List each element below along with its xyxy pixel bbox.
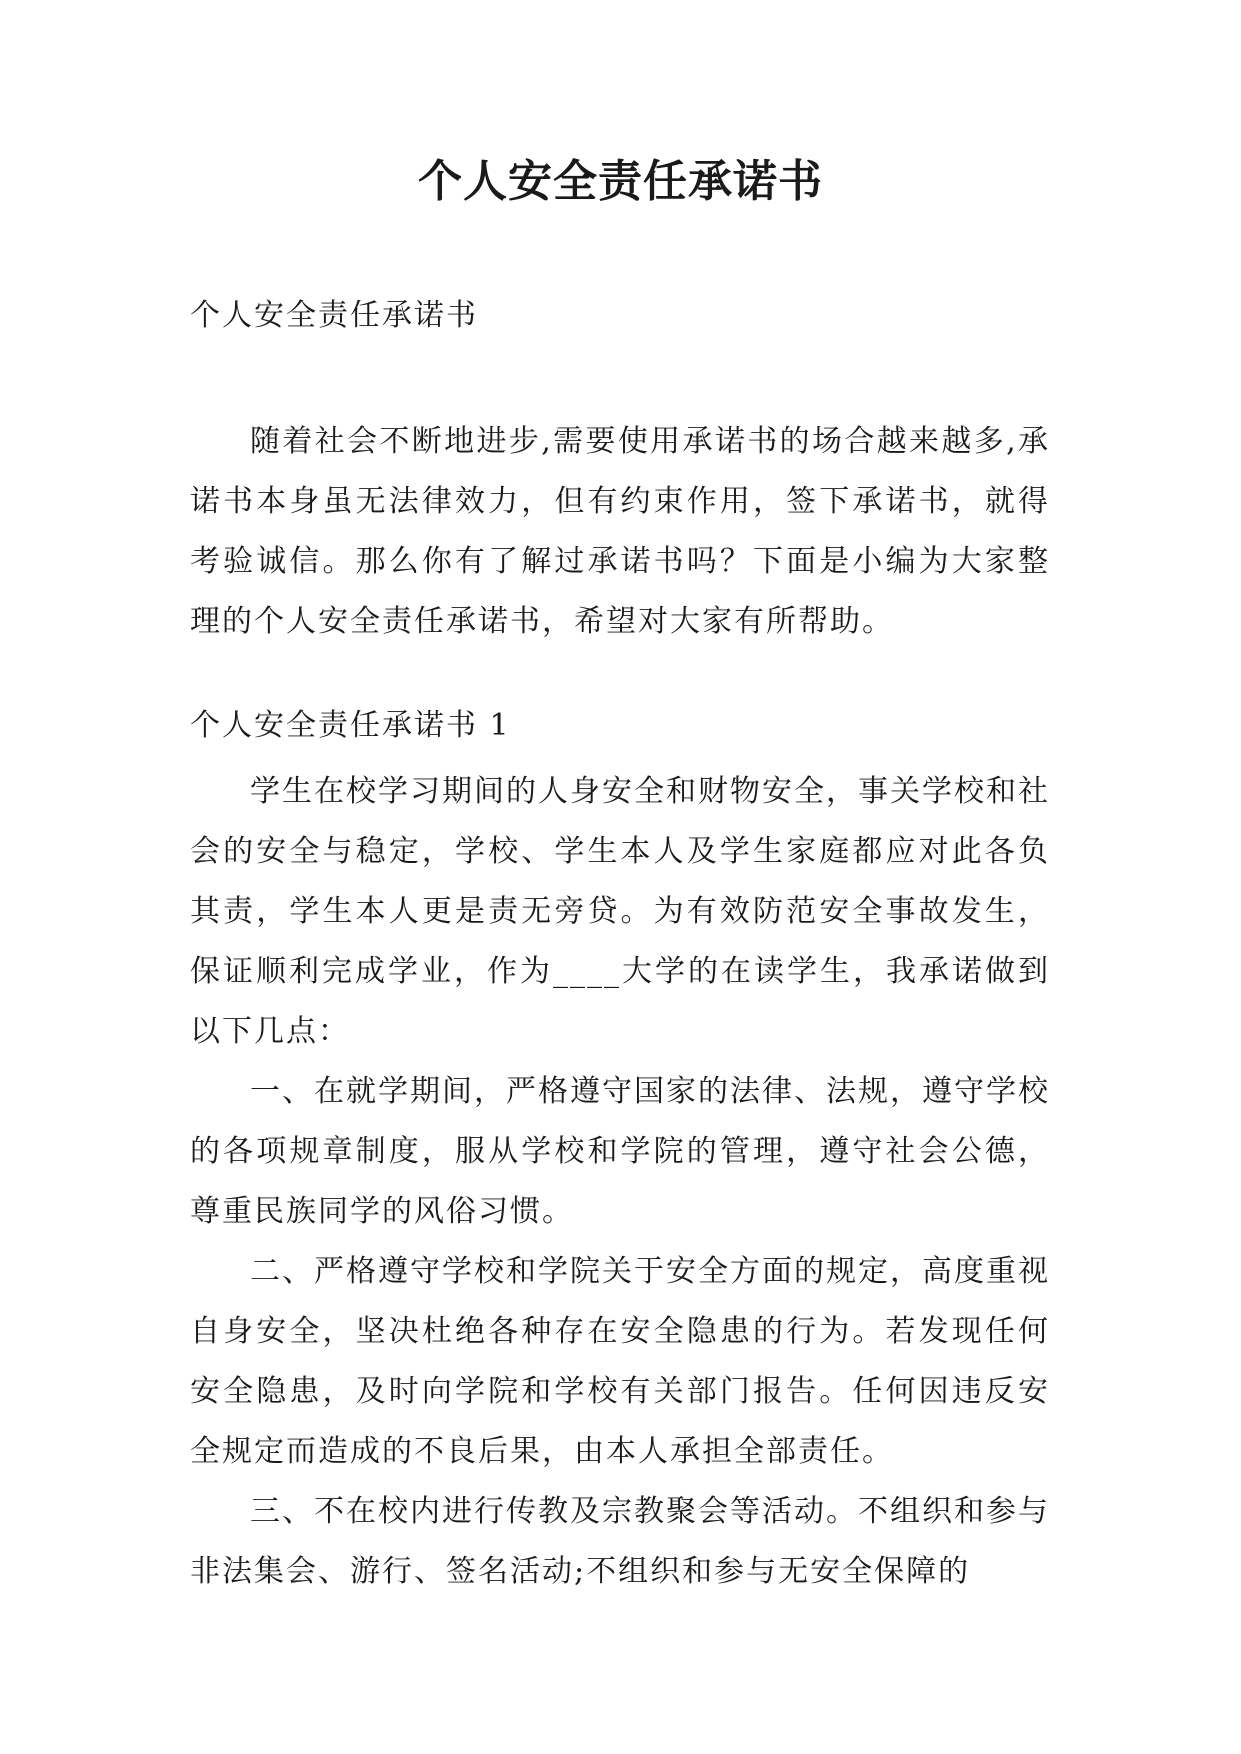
clause-paragraph-2: 二、严格遵守学校和学院关于安全方面的规定，高度重视自身安全，坚决杜绝各种存在安全隐患的行为。若发现任何安全隐患，及时向学院和学校有关部门报告。任何因违反安全规定而造成的不良后果，由本人承担全部责任。 (190, 1254, 1050, 1469)
section-body (190, 762, 1050, 1602)
clause-paragraph-3: 三、不在校内进行传教及宗教聚会等活动。不组织和参与非法集会、游行、签名活动;不组织和参与无安全保障的 (190, 1494, 1050, 1589)
section-1 (190, 706, 1050, 1602)
clause-paragraph-1: 一、在就学期间，严格遵守国家的法律、法规，遵守学校的各项规章制度，服从学校和学院的管理，遵守社会公德，尊重民族同学的风俗习惯。 (190, 1074, 1050, 1229)
intro-paragraph: 随着社会不断地进步,需要使用承诺书的场合越来越多,承诺书本身虽无法律效力，但有约束作用，签下承诺书，就得考验诚信。那么你有了解过承诺书吗？下面是小编为大家整理的个人安全责任承诺书，希望对大家有所帮助。 (190, 424, 1050, 639)
section-heading: 个人安全责任承诺书 1 (190, 708, 511, 743)
body-paragraph: 学生在校学习期间的人身安全和财物安全，事关学校和社会的安全与稳定，学校、学生本人及学生家庭都应对此各负其责，学生本人更是责无旁贷。为有效防范安全事故发生，保证顺利完成学业，作为____大学的在读学生，我承诺做到以下几点： (190, 774, 1050, 1049)
document-subtitle: 个人安全责任承诺书 (190, 298, 478, 333)
document-title: 个人安全责任承诺书 (418, 156, 823, 207)
